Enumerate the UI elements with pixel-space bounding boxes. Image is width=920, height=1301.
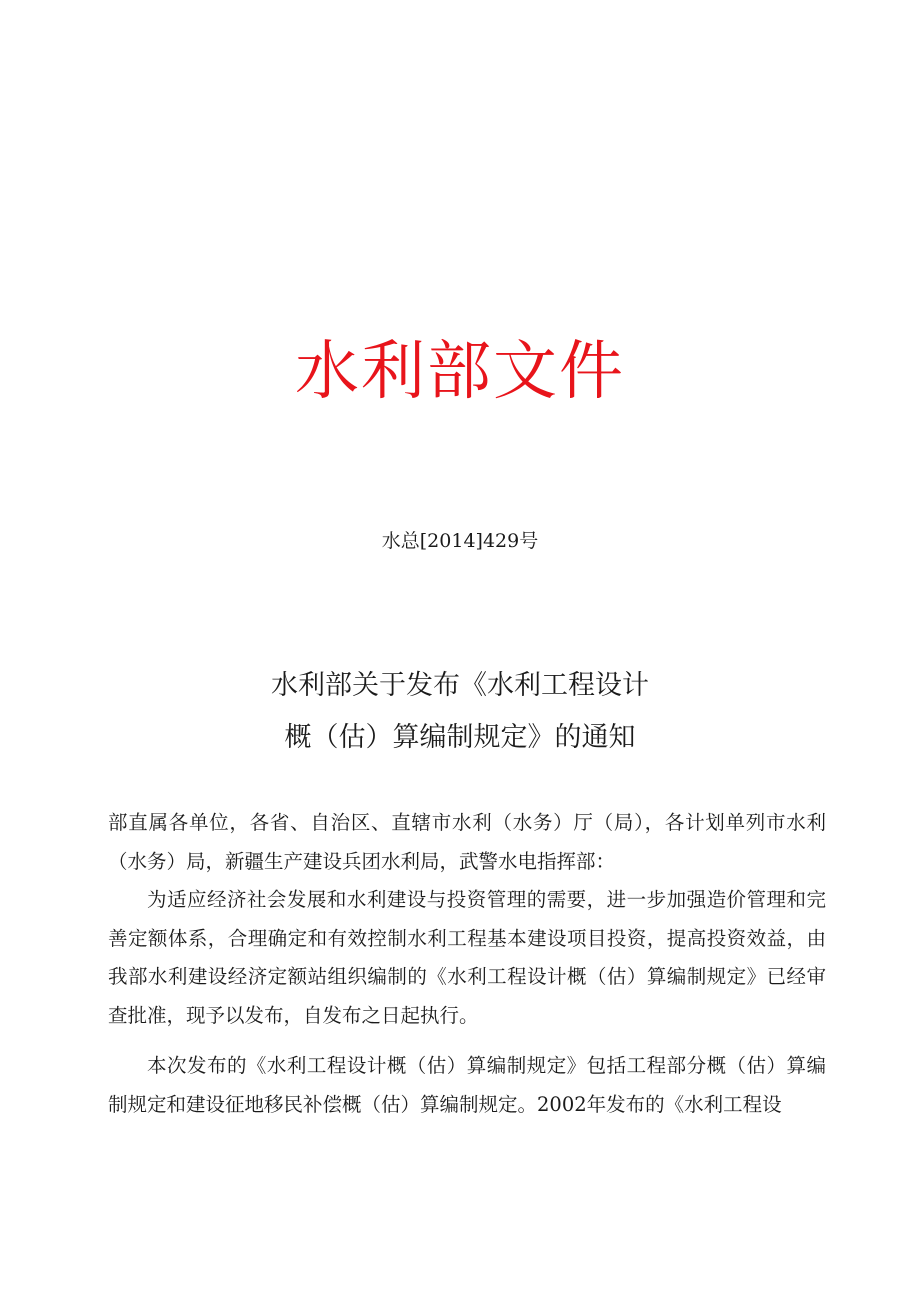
salutation: 部直属各单位，各省、自治区、直辖市水利（水务）厅（局），各计划单列市水利（水务）局，新疆生产建设兵团水利局，武警水电指挥部：: [108, 811, 826, 873]
body-paragraph-2: 本次发布的《水利工程设计概（估）算编制规定》包括工程部分概（估）算编制规定和建设征地移民补偿概（估）算编制规定。2002年发布的《水利工程设: [108, 1054, 826, 1116]
document-number: 水总[2014]429号: [381, 530, 539, 552]
body-paragraph-1: 为适应经济社会发展和水利建设与投资管理的需要，进一步加强造价管理和完善定额体系，合理确定和有效控制水利工程基本建设项目投资，提高投资效益，由我部水利建设经济定额站组织编制的《水利工程设计概（估）算编制规定》已经审查批准，现予以发布，自发布之日起执行。: [108, 888, 826, 1027]
document-body: [108, 804, 826, 1124]
document-title-line-1: 水利部关于发布《水利工程设计: [271, 670, 649, 701]
document-header: 水利部文件: [295, 335, 625, 409]
document-title: [0, 660, 920, 764]
document-title-line-2: 概（估）算编制规定》的通知: [284, 722, 636, 753]
